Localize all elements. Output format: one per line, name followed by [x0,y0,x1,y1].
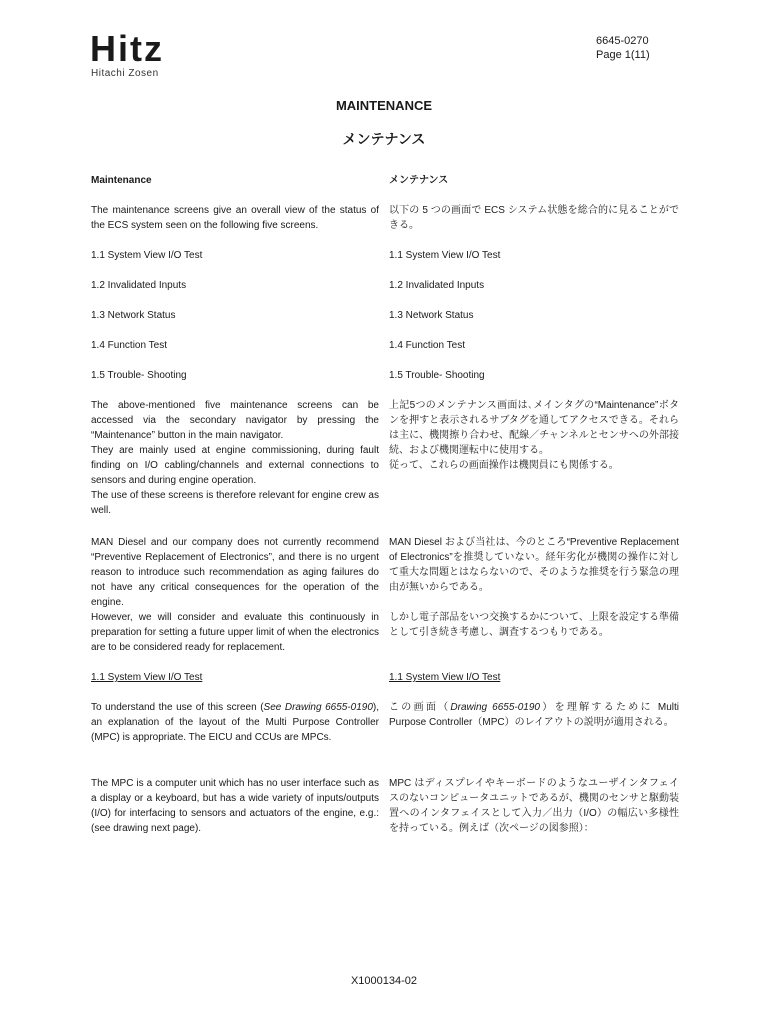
jp-para-access-1: 上記5つのメンテナンス画面は､メインタグの“Maintenance”ボタンを押すと表示されるサブタグを通してアクセスできる。それらは主に、機関擦り合わせ、配線／チャンネルとセンサへの外部接続、および機関運転中に使用する。 [389,400,679,456]
en-item-5: 1.5 Trouble- Shooting [91,370,187,381]
company-logo: Hitz [90,28,164,69]
document-footer-code: X1000134-02 [350,975,418,987]
page-title: MAINTENANCE [335,98,433,113]
en-para-understand [91,700,379,745]
en-para-mpc: The MPC is a computer unit which has no user interface such as a display or a keyboard, but has a wide variety of inputs/outputs (I/O) for interfacing to sensors and actuators of the engine, e.g.: (see drawing next page). [91,778,379,834]
document-number: 6645-0270 [596,35,649,47]
en-para-access-1: The above-mentioned five maintenance screens can be accessed via the secondary navigator by pressing the “Maintenance” button in the main navigator. [91,400,379,441]
en-item-3: 1.3 Network Status [91,310,176,321]
en-para-man-2: However, we will consider and evaluate this continuously in preparation for setting a future upper limit of when the electronics are to be considered ready for replacement. [91,612,379,653]
en-section-heading: 1.1 System View I/O Test [91,672,203,683]
jp-item-5: 1.5 Trouble- Shooting [389,370,485,381]
en-para-understand-pre: To understand the use of this screen ( [91,702,264,713]
en-drawing-ref: See Drawing 6655-0190 [263,702,373,713]
jp-item-4: 1.4 Function Test [389,340,465,351]
jp-para-later: しかし電子部品をいつ交換するかについて、上限を設定する準備として引き続き考慮し、調査するつもりである。 [389,612,679,638]
en-para-understand-post: ), an explanation of the layout of the Multi Purpose Controller (MPC) is appropriate. The EICU and CCUs are MPCs. [91,702,379,743]
jp-para-understand-post: ）を理解するために Multi Purpose Controller（MPC）のレイアウトの説明が適用される。 [389,702,680,728]
en-item-2: 1.2 Invalidated Inputs [91,280,187,291]
en-para-man [91,535,379,655]
page-title-japanese: メンテナンス [342,131,426,147]
en-item-1: 1.1 System View I/O Test [91,250,203,261]
jp-para-access-2: 従って、これらの画面操作は機関員にも関係する。 [389,460,619,471]
jp-para-understand [389,700,679,730]
document-number-block [596,34,650,62]
jp-para-man: MAN Diesel および当社は、今のところ“Preventive Replacement of Electronics”を推奨していない。経年劣化が機関の操作に対して重大な問題とはならないので、そのような推奨を行う緊急の理由が無いからである。 [389,537,679,593]
en-para-access-2: They are mainly used at engine commissioning, during fault finding on I/O cabling/channels and external connections to sensors and during engine operation. [91,445,379,486]
en-para-man-1: MAN Diesel and our company does not currently recommend “Preventive Replacement of Electronics”, and there is no urgent reason to introduce such recommendation as aging failures do not have any critical consequences for the operation of the engine. [91,537,379,608]
jp-para-understand-pre: この画面（ [389,702,451,713]
en-heading: Maintenance [91,175,152,186]
jp-intro: 以下の 5 つの画面で ECS システム状態を総合的に見ることができる。 [389,205,679,231]
company-logo-subtitle: Hitachi Zosen [91,68,159,79]
jp-drawing-ref: Drawing 6655-0190 [450,702,540,713]
page-number: Page 1(11) [596,49,650,61]
en-intro: The maintenance screens give an overall view of the status of the ECS system seen on the following five screens. [91,205,379,231]
jp-item-3: 1.3 Network Status [389,310,474,321]
jp-para-mpc: MPC はディスプレイやキーボードのようなユーザインタフェイスのないコンピュータユニットであるが、機関のセンサと駆動装置へのインタフェイスとして入力／出力（I/O）の幅広い多様性を持っている。例えば（次ページの図参照）： [389,778,679,834]
en-item-4: 1.4 Function Test [91,340,167,351]
en-para-access-3: The use of these screens is therefore relevant for engine crew as well. [91,490,379,516]
jp-para-access [389,398,679,473]
jp-item-2: 1.2 Invalidated Inputs [389,280,485,291]
jp-section-heading: 1.1 System View I/O Test [389,672,501,683]
jp-heading: メンテナンス [389,175,449,186]
en-para-access [91,398,379,518]
jp-item-1: 1.1 System View I/O Test [389,250,501,261]
